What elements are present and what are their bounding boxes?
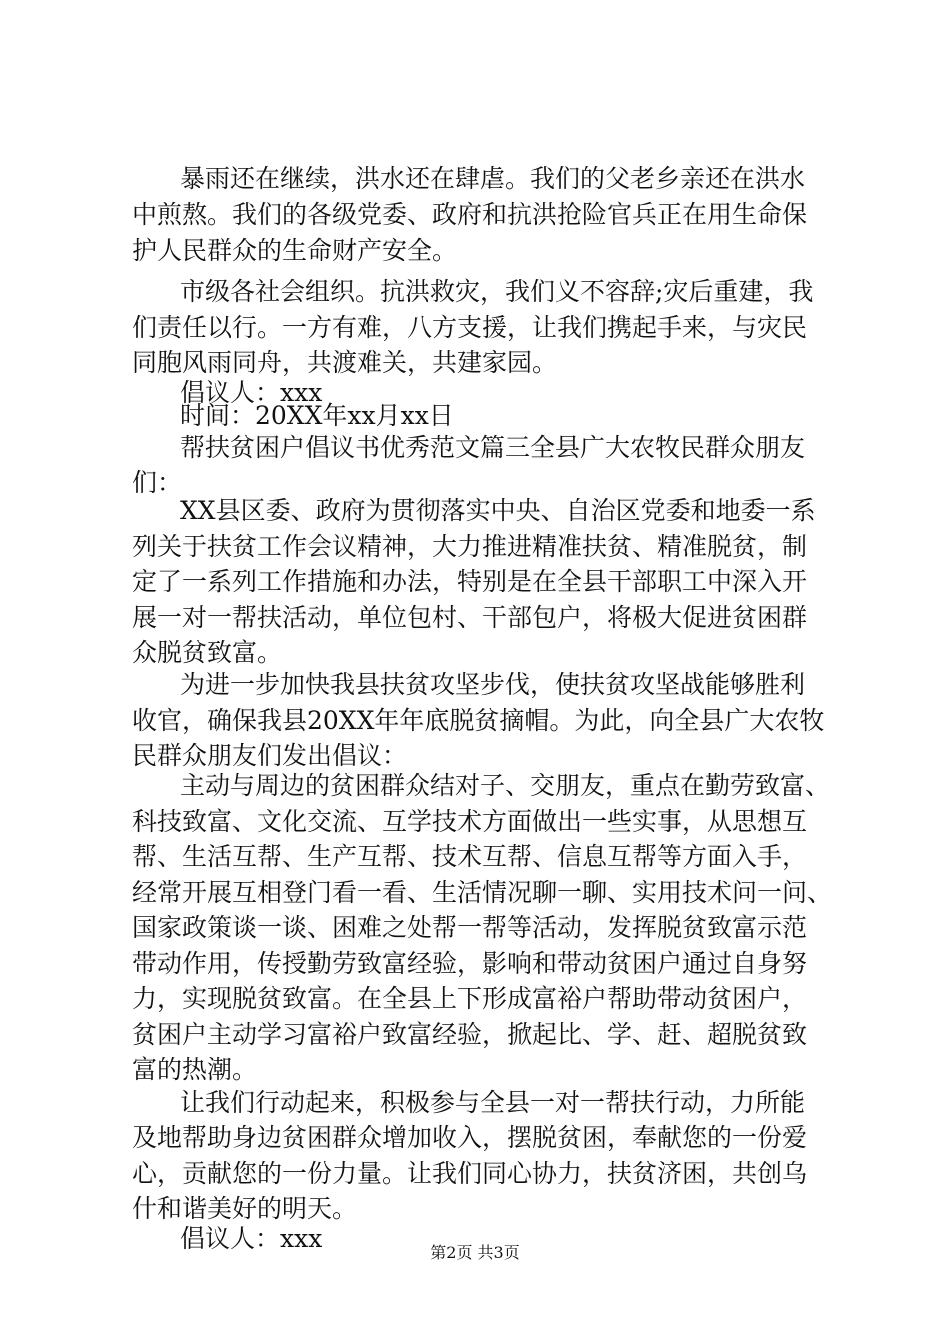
text-line: XX县区委、政府为贯彻落实中央、自治区党委和地委一系 bbox=[180, 496, 816, 525]
text-line: 们： bbox=[132, 468, 183, 497]
text-line: 列关于扶贫工作会议精神，大力推进精准扶贫、精准脱贫，制 bbox=[132, 532, 808, 561]
text-line: 倡议人：xxx bbox=[180, 1224, 323, 1253]
text-line: 护人民群众的生命财产安全。 bbox=[132, 236, 458, 265]
text-line: 倡议人：xxx bbox=[180, 378, 323, 407]
text-line: 为进一步加快我县扶贫攻坚步伐，使扶贫攻坚战能够胜利 bbox=[180, 670, 806, 699]
text-line: 什和谐美好的明天。 bbox=[132, 1194, 358, 1223]
text-line: 经常开展互相登门看一看、生活情况聊一聊、实用技术问一问、 bbox=[132, 878, 833, 907]
text-line: 中煎熬。我们的各级党委、政府和抗洪抢险官兵正在用生命保 bbox=[132, 200, 808, 229]
text-line: 贫困户主动学习富裕户致富经验，掀起比、学、赶、超脱贫致 bbox=[132, 1020, 808, 1049]
text-line: 科技致富、文化交流、互学技术方面做出一些实事，从思想互 bbox=[132, 807, 808, 836]
text-line: 帮扶贫困户倡议书优秀范文篇三全县广大农牧民群众朋友 bbox=[180, 433, 806, 462]
text-line: 展一对一帮扶活动，单位包村、干部包户，将极大促进贫困群 bbox=[132, 603, 808, 632]
text-line: 暴雨还在继续，洪水还在肆虐。我们的父老乡亲还在洪水 bbox=[180, 164, 806, 193]
text-line: 心，贡献您的一份力量。让我们同心协力，扶贫济困，共创乌 bbox=[132, 1159, 808, 1188]
text-line: 同胞风雨同舟，共渡难关，共建家园。 bbox=[132, 348, 558, 377]
text-line: 及地帮助身边贫困群众增加收入，摆脱贫困，奉献您的一份爱 bbox=[132, 1123, 808, 1152]
text-line: 国家政策谈一谈、困难之处帮一帮等活动，发挥脱贫致富示范 bbox=[132, 913, 808, 942]
text-line: 带动作用，传授勤劳致富经验，影响和带动贫困户通过自身努 bbox=[132, 949, 808, 978]
text-line: 市级各社会组织。抗洪救灾，我们义不容辞;灾后重建，我 bbox=[180, 277, 814, 306]
text-line: 力，实现脱贫致富。在全县上下形成富裕户帮助带动贫困户， bbox=[132, 984, 808, 1013]
text-line: 时间：20XX年xx月xx日 bbox=[180, 401, 454, 430]
text-line: 定了一系列工作措施和办法，特别是在全县干部职工中深入开 bbox=[132, 567, 808, 596]
text-line: 众脱贫致富。 bbox=[132, 638, 283, 667]
text-line: 富的热潮。 bbox=[132, 1055, 258, 1084]
text-line: 让我们行动起来，积极参与全县一对一帮扶行动，力所能 bbox=[180, 1088, 806, 1117]
text-line: 帮、生活互帮、生产互帮、技术互帮、信息互帮等方面入手， bbox=[132, 842, 808, 871]
text-line: 收官，确保我县20XX年年底脱贫摘帽。为此，向全县广大农牧 bbox=[132, 706, 825, 735]
text-line: 民群众朋友们发出倡议： bbox=[132, 741, 408, 770]
text-line: 们责任以行。一方有难，八方支援，让我们携起手来，与灾民 bbox=[132, 313, 808, 342]
page-number-footer: 第2页 共3页 bbox=[430, 1243, 520, 1262]
text-line: 主动与周边的贫困群众结对子、交朋友，重点在勤劳致富、 bbox=[180, 771, 831, 800]
